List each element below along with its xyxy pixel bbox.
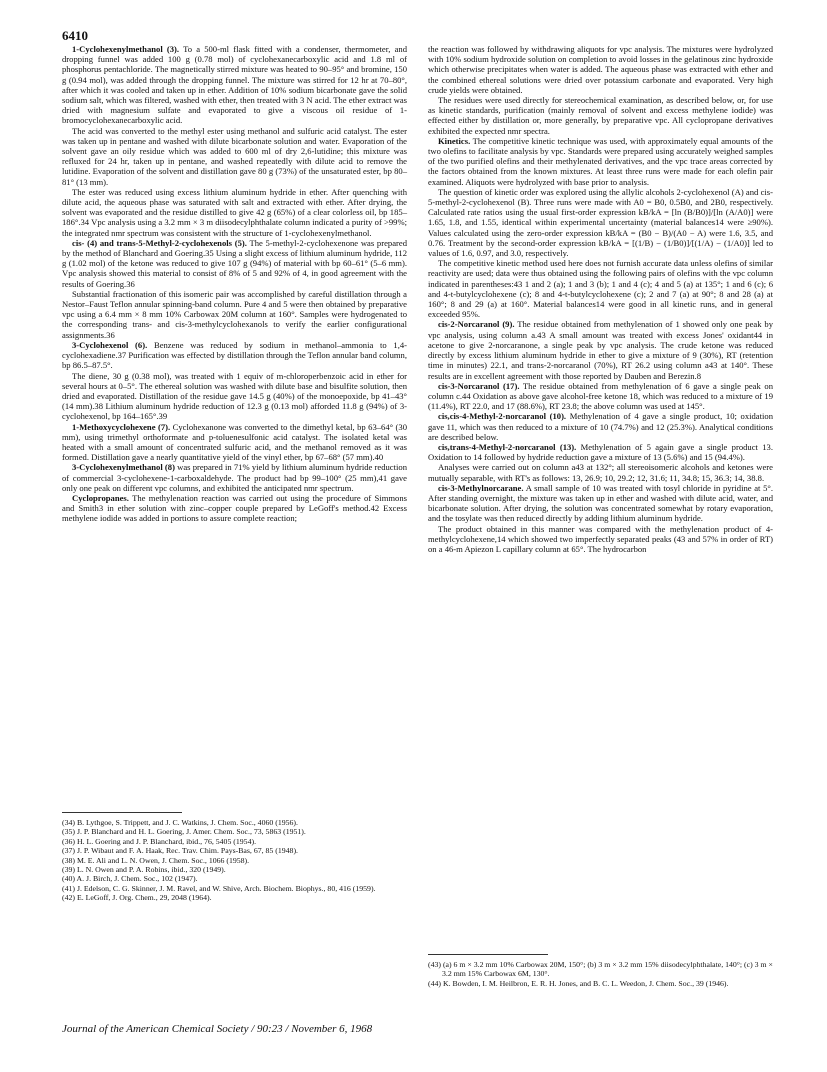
section-heading: cis-3-Norcaranol (17).: [438, 380, 520, 391]
paragraph-text: The methylenation reaction was carried out using the procedure of Simmons and Smith3 in ether solution with zinc–copper couple prepared by LeGoff's method.42 Excess methylene iodide was added in portions to assure complete reaction;: [62, 492, 407, 524]
paragraph: [428, 483, 773, 524]
reference-item: (38) M. E. Ali and L. N. Owen, J. Chem. Soc., 1066 (1958).: [62, 855, 250, 865]
paragraph-text: The residue obtained from methylenation of 6 gave a single peak on column c.44 Oxidation as above gave alcohol-free ketone 18, which was reduced to a mixture of 19 (11.4%), RT 22.0, and 17 (88.6%), RT 23.8; the above column was used at 145°.: [428, 380, 773, 412]
right-column: [428, 44, 773, 554]
paragraph: [62, 44, 407, 126]
paragraph-text: the reaction was followed by withdrawing aliquots for vpc analysis. The mixtures were hydrolyzed with 10% sodium hydroxide solution on completion to avoid losses in the gelatinous zinc hydroxide which otherwise precipitates when water is added. The aqueous phase was extracted with ether and the combined ethereal solutions were dried over potassium carbonate and evaporated. Very high crude yields were obtained.: [428, 44, 773, 95]
paragraph-text: The competitive kinetic technique was used, with approximately equal amounts of the two olefins to facilitate analysis by vpc. Standards were prepared using accurately weighed samples of the two purified olefins and their methylenated derivatives, and the vpc trace areas corrected by the factors obtained from the known mixtures. At least three runs were made for each olefin pair examined. Aliquots were hydrolyzed with base prior to analysis.: [428, 135, 773, 187]
paragraph-text: Cyclohexanone was converted to the dimethyl ketal, bp 63–64° (30 mm), using trimethyl orthoformate and p-toluenesulfonic acid catalyst. The isolated ketal was heated with a small amount of concentrated sulfuric acid, and the methanol removed as it was formed. Distillation gave a nearly quantitative yield of the vinyl ether, bp 67–68° (57 mm).40: [62, 421, 407, 463]
references-right: [428, 960, 773, 988]
section-heading: 1-Cyclohexenylmethanol (3).: [72, 44, 180, 54]
paragraph: [62, 340, 407, 371]
paragraph-text: was prepared in 71% yield by lithium aluminum hydride reduction of commercial 3-cyclohexene-1-carboxaldehyde. The product had bp 99–100° (25 mm),41 gave only one peak on different vpc columns, and exhibited the anticipated nmr spectrum.: [62, 462, 407, 493]
reference-item: (43) (a) 6 m × 3.2 mm 10% Carbowax 20M, 150°; (b) 3 m × 3.2 mm 15% diisodecylphthalate, 140°; (c) 3 m × 3.2 mm 15% Carbowax 6M, 130°.: [428, 960, 773, 979]
paragraph-text: Methylenation of 4 gave a single product, 10; oxidation gave 11, which was then reduced to a mixture of 10 (74.7%) and 12 (25.3%). Analytical conditions are described below.: [428, 411, 773, 442]
section-heading: 3-Cyclohexenol (6).: [72, 339, 148, 350]
paragraph: [428, 319, 773, 380]
reference-item: (42) E. LeGoff, J. Org. Chem., 29, 2048 (1964).: [62, 893, 212, 903]
section-heading: cis-2-Norcaranol (9).: [438, 319, 515, 330]
paragraph: [62, 126, 407, 187]
paragraph-text: Analyses were carried out on column a43 at 132°; all stereoisomeric alcohols and ketones were mutually separable, with RT's as follows: 13, 26.9; 10, 29.2; 12, 31.6; 11, 34.8; 15, 36.3; 14, 38.8.: [428, 462, 773, 483]
paragraph-text: Substantial fractionation of this isomeric pair was accomplished by careful distillation through a Nestor–Faust Teflon annular spinning-band column. Pure 4 and 5 were then obtained by preparative vpc using a 6.4 mm × 8 mm 10% Carbowax 20M column at 160°. Samples were hydrogenated to the corresponding trans- and cis-3-methylcyclohexanols to verify the earlier configurational assignments.36: [62, 288, 407, 340]
section-heading: cis,cis-4-Methyl-2-norcaranol (10).: [438, 411, 567, 422]
section-heading: 3-Cyclohexenylmethanol (8): [72, 462, 175, 473]
paragraph: [62, 289, 407, 340]
paragraph-text: The diene, 30 g (0.38 mol), was treated with 1 equiv of m-chloroperbenzoic acid in ether for several hours at 0–5°. The ethereal solution was washed with dilute base and bisulfite solution, then dried and evaporated. Distillation of the residue gave 14.5 g (40%) of the monoepoxide, bp 41–43° (14 mm).38 Lithium aluminum hydride reduction of 12.3 g (0.13 mol) afforded 11.8 g (94%) of 3-cyclohexenol, bp 164–165°.39: [62, 370, 407, 422]
paragraph: [62, 371, 407, 422]
paragraph-text: A small sample of 10 was treated with tosyl chloride in pyridine at 5°. After standing overnight, the mixture was taken up in ether and washed with dilute acid, water, and bicarbonate solution. After drying, the solution was concentrated somewhat by rotary evaporation, and the tosylate was then reduced directly by adding lithium aluminum hydride.: [428, 482, 773, 524]
reference-item: (34) B. Lythgoe, S. Trippett, and J. C. Watkins, J. Chem. Soc., 4060 (1956).: [62, 818, 298, 827]
paragraph-text: The residues were used directly for stereochemical examination, as described below, or, for use as kinetic standards, purification (mainly removal of solvent and excess methylene iodide) was effected either by distillation or, more generally, by preparative vpc. All cyclopropane derivatives exhibited the expected nmr spectra.: [428, 95, 773, 136]
reference-item: (41) J. Edelson, C. G. Skinner, J. M. Ravel, and W. Shive, Arch. Biochem. Biophys., 80, 416 (1959).: [62, 883, 376, 893]
paragraph-text: Methylenation of 5 again gave a single product 13. Oxidation to 14 followed by hydride reduction gave a mixture of 13 (5.6%) and 15 (94.4%).: [428, 441, 773, 463]
paragraph: [428, 462, 773, 482]
paragraph: [428, 381, 773, 412]
references-left: [62, 818, 407, 903]
paragraph: [62, 422, 407, 463]
section-heading: Kinetics.: [438, 135, 471, 146]
paragraph: [62, 462, 407, 493]
paragraph: [62, 493, 407, 524]
reference-item: (35) J. P. Blanchard and H. L. Goering, J. Amer. Chem. Soc., 73, 5863 (1951).: [62, 827, 306, 837]
page-number: 6410: [62, 28, 88, 43]
paragraph: [428, 442, 773, 462]
reference-item: (37) J. P. Wibaut and F. A. Haak, Rec. Trav. Chim. Pays-Bas, 67, 85 (1948).: [62, 846, 298, 856]
paragraph: [428, 95, 773, 136]
paragraph: [62, 187, 407, 238]
footnote-rule-left: [62, 812, 182, 813]
reference-item: (39) L. N. Owen and P. A. Robins, ibid., 320 (1949).: [62, 865, 226, 875]
reference-item: (36) H. L. Goering and J. P. Blanchard, ibid., 76, 5405 (1954).: [62, 836, 257, 846]
paragraph-text: The residue obtained from methylenation of 1 showed only one peak by vpc analysis, using column a.43 A small amount was treated with excess Jones' oxidant44 in acetone to give 2-norcaranone, a single peak by vpc analysis. The crude ketone was reduced directly by excess lithium aluminum hydride in ether to give a mixture of 9 (30%), RT (retention time in minutes) 22.1, and trans-2-norcaranol (70%), RT 26.2 using column a43 at 140°. These results are in excellent agreement with those reported by Dauben and Berezin.8: [428, 319, 774, 381]
paragraph: [428, 258, 773, 319]
paragraph-text: The question of kinetic order was explored using the allylic alcohols 2-cyclohexenol (A) and cis-5-methyl-2-cyclohexenol (B). Three runs were made with A0 = B0, 0.5B0, and 2B0, respectively. Calculated rate ratios using the usual first-order expression kB/kA = [ln (B/B0)]/[ln (A/A0)] were 1.65, 1.8, and 1.55, identical within experimental uncertainty (material balances14 were ≥90%). Values calculated using the zero-order expression kB/kA = (B0 − B)/(A0 − A) were 1.6, 3.5, and 0.76. Treatment by the second-order expression kB/kA = [(1/B) − (1/B0)]/[(1/A) − (1/A0)] led to values of 1.6, 0.97, and 3.0, respectively.: [428, 186, 773, 259]
paragraph-text: The ester was reduced using excess lithium aluminum hydride in ether. After quenching with dilute acid, the aqueous phase was saturated with salt and extracted with ether. After drying, the solvent was evaporated and the residue distilled to give 42 g (65%) of a clear colorless oil, bp 185–186°.34 Vpc analysis using a 3.2 mm × 3 m diisodecylphthalate column indicated a purity of >99%; the integrated nmr spectrum was consistent with the structure of 1-cyclohexenylmethanol.: [62, 186, 407, 238]
paragraph-text: The competitive kinetic method used here does not furnish accurate data unless olefins of similar reactivity are used; data were thus obtained using the following pairs of olefins with the vpc column indicated in parentheses:43 1 and 2 (a); 1 and 3 (b); 1 and 4 (c); 4 and 5 (a) at 135°; 1 and 6 (c); 6 and 4-t-butylcyclohexene (c); 8 and 4-t-butylcyclohexene (c); 2 and 7 (a) at 90°; 8 and 28 (a) at 160°; 8 and 29 (a) at 160°. Material balances14 were good in all kinetic runs, and in general exceeded 95%.: [428, 258, 773, 320]
paragraph: [428, 187, 773, 258]
paragraph-text: The acid was converted to the methyl ester using methanol and sulfuric acid catalyst. The ester was taken up in pentane and washed with dilute bicarbonate solution and water. Evaporation of the solvent gave an oily residue which was added to 600 ml of dry 2,6-lutidine; this mixture was refluxed for 24 hr, taken up in pentane, and washed repeatedly with dilute acid to remove the lutidine. Evaporation of the solvent and distillation gave 80 g (73%) of the unsaturated ester, bp 80–81° (13 mm).: [62, 125, 407, 187]
section-heading: cis- (4) and trans-5-Methyl-2-cyclohexenols (5).: [72, 237, 247, 248]
journal-footer: Journal of the American Chemical Society / 90:23 / November 6, 1968: [62, 1023, 373, 1035]
footnote-rule-right: [428, 954, 548, 955]
section-heading: 1-Methoxycyclohexene (7).: [72, 421, 171, 432]
section-heading: Cyclopropanes.: [72, 492, 129, 503]
section-heading: cis,trans-4-Methyl-2-norcaranol (13).: [438, 441, 577, 452]
paragraph-text: To a 500-ml flask fitted with a condenser, thermometer, and dropping funnel was added 100 g (0.78 mol) of cyclohexanecarboxylic acid and 1.8 ml of phosphorus pentachloride. The magnetically stirred mixture was heated to 90–95° and bromine, 150 g (0.94 mol), was added through the dropping funnel. The mixture was stirred for 12 hr at 70–80°, after which it was cooled and taken up in ether. Addition of 10% sodium bicarbonate gave the solid sodium salt, which was filtered, washed with ether, then treated with 3 N acid. The ether extract was dried with magnesium sulfate and evaporated to give a viscous oil residue of 1-bromocyclohexanecarboxylic acid.: [62, 44, 407, 126]
paragraph: [428, 524, 773, 555]
reference-item: (40) A. J. Birch, J. Chem. Soc., 102 (1947).: [62, 874, 198, 884]
section-heading: cis-3-Methylnorcarane.: [438, 482, 524, 493]
paragraph: [428, 411, 773, 442]
paragraph-text: The product obtained in this manner was compared with the methylenation product of 4-methylcyclohexene,14 which showed two imperfectly separated peaks (43 and 57% in order of RT) on a 46-m Apiezon L capillary column at 65°. The hydrocarbon: [428, 523, 773, 554]
paragraph-text: The 5-methyl-2-cyclohexenone was prepared by the method of Blanchard and Goering.35 Using a slight excess of lithium aluminum hydride, 112 g (1.02 mol) of the ketone was reduced to give 107 g (94%) of material with bp 60–61° (5–6 mm). Vpc analysis showed this material to consist of 8% of 5 and 92% of 4, in good agreement with the results of Goering.36: [62, 237, 407, 289]
paragraph-text: Benzene was reduced by sodium in methanol–ammonia to 1,4-cyclohexadiene.37 Purification was effected by distillation through the Teflon annular band column, bp 86.5–87.5°.: [62, 339, 408, 371]
paragraph: [62, 238, 407, 289]
paragraph: [428, 44, 773, 95]
paragraph: [428, 136, 773, 187]
left-column: [62, 44, 407, 524]
reference-item: (44) K. Bowden, I. M. Heilbron, E. R. H. Jones, and B. C. L. Weedon, J. Chem. Soc., 39 (1946).: [428, 978, 729, 988]
